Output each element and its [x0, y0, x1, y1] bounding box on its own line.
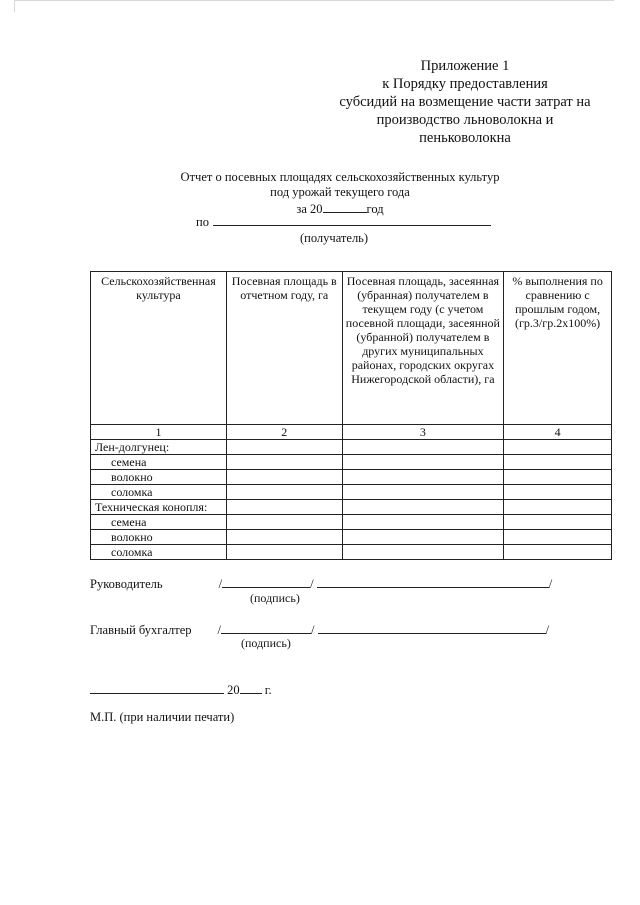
table-row [91, 500, 612, 515]
year-blank [323, 200, 367, 213]
accountant-label: Главный бухгалтер [90, 623, 192, 637]
appendix-line: производство льноволокна и [376, 112, 554, 128]
head-signature-line: Руководитель / / / [90, 577, 553, 591]
empty-cell[interactable] [226, 545, 342, 560]
empty-cell[interactable] [342, 515, 504, 530]
stamp-note: М.П. (при наличии печати) [90, 710, 235, 724]
head-signature-caption: (подпись) [250, 591, 300, 605]
date-year: 20 [227, 683, 240, 697]
crop-label: семена [91, 455, 227, 470]
appendix-line: пеньковолокна [419, 130, 511, 146]
appendix-line: Приложение 1 [420, 58, 510, 74]
crop-label: Лен-долгунец: [91, 440, 227, 455]
date-blank [90, 681, 224, 694]
year-suffix: год [366, 202, 384, 216]
table-row [91, 470, 612, 485]
empty-cell[interactable] [504, 485, 612, 500]
table-row [91, 545, 612, 560]
crop-label: Техническая конопля: [91, 500, 227, 515]
head-name-blank [317, 575, 549, 588]
header-area-reporting-year: Посевная площадь в отчетном году, га [226, 272, 342, 425]
date-line [90, 681, 272, 698]
recipient-line [196, 213, 491, 230]
scan-edge-top [14, 0, 614, 1]
crop-label: семена [91, 515, 227, 530]
year-prefix: за 20 [296, 202, 323, 216]
crop-label: волокно [91, 470, 227, 485]
empty-cell[interactable] [226, 440, 342, 455]
date-suffix: г. [264, 683, 272, 697]
empty-cell[interactable] [342, 500, 504, 515]
empty-cell[interactable] [226, 485, 342, 500]
accountant-signature-caption: (подпись) [241, 636, 291, 650]
empty-cell[interactable] [226, 455, 342, 470]
empty-cell[interactable] [226, 530, 342, 545]
column-number: 3 [342, 425, 504, 440]
head-label: Руководитель [90, 577, 163, 591]
header-crop: Сельскохозяйственная культура [91, 272, 227, 425]
table-header-row [91, 272, 612, 425]
empty-cell[interactable] [504, 545, 612, 560]
accountant-signature-line: Главный бухгалтер / / / [90, 623, 550, 637]
appendix-line: субсидий на возмещение части затрат на [339, 94, 591, 110]
empty-cell[interactable] [342, 530, 504, 545]
accountant-signature-blank [221, 621, 311, 634]
report-title-line: под урожай текущего года [270, 185, 410, 199]
empty-cell[interactable] [226, 500, 342, 515]
empty-cell[interactable] [504, 455, 612, 470]
scan-edge-left [14, 0, 15, 12]
column-number-row [91, 425, 612, 440]
recipient-blank [213, 213, 491, 226]
header-percent-completion: % выполнения по сравнению с прошлым годом, (гр.3/гр.2x100%) [504, 272, 612, 425]
empty-cell[interactable] [342, 545, 504, 560]
table-row [91, 455, 612, 470]
empty-cell[interactable] [342, 470, 504, 485]
sown-area-table [90, 271, 612, 560]
column-number: 1 [91, 425, 227, 440]
by-label: по [196, 215, 209, 229]
header-area-current-year: Посевная площадь, засеянная (убранная) получателем в текущем году (с учетом посевной площади, засеянной (убранной) получателем в других муниципальных районах, городских округах Нижегородской области), га [342, 272, 504, 425]
empty-cell[interactable] [342, 440, 504, 455]
empty-cell[interactable] [504, 500, 612, 515]
empty-cell[interactable] [342, 485, 504, 500]
appendix-line: к Порядку предоставления [382, 76, 548, 92]
table-row [91, 530, 612, 545]
table-row [91, 485, 612, 500]
empty-cell[interactable] [504, 515, 612, 530]
crop-label: волокно [91, 530, 227, 545]
report-title [150, 170, 530, 217]
empty-cell[interactable] [226, 515, 342, 530]
report-title-line: Отчет о посевных площадях сельскохозяйственных культур [180, 170, 500, 184]
empty-cell[interactable] [226, 470, 342, 485]
column-number: 2 [226, 425, 342, 440]
crop-label: соломка [91, 485, 227, 500]
crop-label: соломка [91, 545, 227, 560]
empty-cell[interactable] [504, 440, 612, 455]
table-row [91, 515, 612, 530]
empty-cell[interactable] [504, 470, 612, 485]
head-signature-blank [222, 575, 310, 588]
recipient-caption: (получатель) [300, 231, 369, 245]
appendix-header [320, 57, 610, 147]
date-year-blank [240, 681, 262, 694]
table-row [91, 440, 612, 455]
accountant-name-blank [318, 621, 546, 634]
empty-cell[interactable] [504, 530, 612, 545]
column-number: 4 [504, 425, 612, 440]
empty-cell[interactable] [342, 455, 504, 470]
